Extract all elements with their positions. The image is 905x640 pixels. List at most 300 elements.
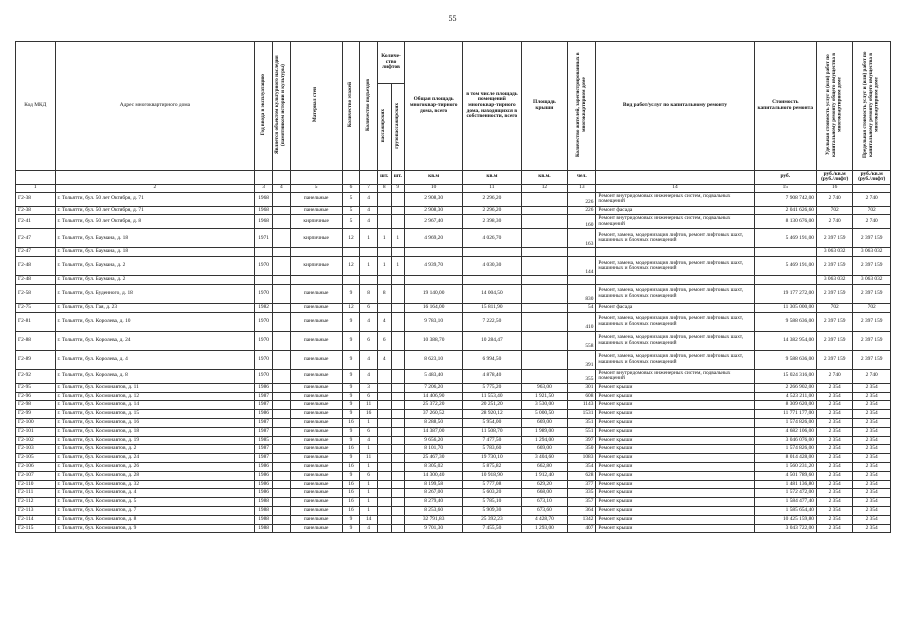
year-cell: 1988 <box>255 498 273 507</box>
area-total-cell: 9 656,20 <box>405 436 463 445</box>
code-cell: Г2-81 <box>16 312 56 331</box>
max-cost-cell: 2 740 <box>853 192 891 206</box>
area-total-cell: 14 406,90 <box>405 392 463 401</box>
material-cell: панельные <box>290 454 342 463</box>
roof-area-cell: 1 293,00 <box>521 524 568 533</box>
floors-cell: 16 <box>342 418 360 427</box>
material-cell: панельные <box>290 312 342 331</box>
code-cell: Г2-113 <box>16 506 56 515</box>
unit-cost-cell: 2 354 <box>816 515 852 524</box>
lifts-cargo-cell <box>391 454 405 463</box>
material-cell <box>290 276 342 285</box>
roof-area-cell: 668,00 <box>521 489 568 498</box>
floors-cell: 9 <box>342 383 360 392</box>
entrances-cell: 16 <box>360 410 378 419</box>
table-row <box>16 331 891 350</box>
entrances-cell: 4 <box>360 312 378 331</box>
table-row <box>16 215 891 229</box>
table-row <box>16 248 891 257</box>
area-total-cell: 4 969,20 <box>405 229 463 248</box>
unit-cost-cell: 2 354 <box>816 418 852 427</box>
address-cell: г. Тольятти, бул. Космонавтов, д. 8 <box>55 515 255 524</box>
heritage-cell <box>272 401 290 410</box>
hdr-heritage: Является объектом культурного наследия (памятником истории и культуры) <box>274 55 287 154</box>
area-total-cell: 9 783,10 <box>405 312 463 331</box>
heritage-cell <box>272 303 290 312</box>
lifts-cargo-cell <box>391 248 405 257</box>
address-cell: г. Тольятти, бул. Космонавтов, д. 2 <box>55 445 255 454</box>
hdr-material: Материал стен <box>312 86 319 123</box>
lifts-pass-cell <box>377 436 391 445</box>
table-row <box>16 276 891 285</box>
area-owned-cell: 4 030,30 <box>463 257 521 276</box>
cost-cell: 1 481 136,80 <box>754 480 816 489</box>
unit-cost-cell: 2 354 <box>816 462 852 471</box>
work-type-cell: Ремонт, замена, модернизация лифтов, ремонт лифтовых шахт, машинных и блочных помещений <box>596 312 754 331</box>
material-cell: панельные <box>290 401 342 410</box>
year-cell: 1987 <box>255 401 273 410</box>
work-type-cell: Ремонт, замена, модернизация лифтов, ремонт лифтовых шахт, машинных и блочных помещений <box>596 331 754 350</box>
table-row <box>16 284 891 303</box>
table-row <box>16 418 891 427</box>
entrances-cell: 6 <box>360 392 378 401</box>
area-total-cell: 25 467,30 <box>405 454 463 463</box>
work-type-cell: Ремонт фасада <box>596 303 754 312</box>
residents-cell <box>568 276 596 285</box>
floors-cell: 9 <box>342 515 360 524</box>
heritage-cell <box>272 206 290 215</box>
area-owned-cell: 2 296,20 <box>463 206 521 215</box>
lifts-cargo-cell <box>391 284 405 303</box>
area-total-cell: 7 206,20 <box>405 383 463 392</box>
lifts-pass-cell <box>377 383 391 392</box>
area-total-cell: 2 908,30 <box>405 206 463 215</box>
code-cell: Г2-48 <box>16 276 56 285</box>
code-cell: Г2-38 <box>16 192 56 206</box>
floors-cell: 5 <box>342 192 360 206</box>
roof-area-cell <box>521 257 568 276</box>
work-type-cell: Ремонт крыши <box>596 436 754 445</box>
code-cell: Г2-47 <box>16 229 56 248</box>
heritage-cell <box>272 427 290 436</box>
lifts-pass-cell <box>377 489 391 498</box>
material-cell: кирпичные <box>290 215 342 229</box>
address-cell: г. Тольятти, бул. Космонавтов, д. 28 <box>55 471 255 480</box>
roof-area-cell: 4 428,70 <box>521 515 568 524</box>
year-cell: 1988 <box>255 515 273 524</box>
address-cell: г. Тольятти, бул. Космонавтов, д. 11 <box>55 383 255 392</box>
floors-cell: 9 <box>342 284 360 303</box>
cost-cell: 4 501 789,60 <box>754 471 816 480</box>
col-number: 5 <box>290 184 342 192</box>
area-total-cell: 32 791,83 <box>405 515 463 524</box>
residents-cell: 226 <box>568 206 596 215</box>
unit-pass: шт. <box>377 170 391 184</box>
entrances-cell: 1 <box>360 498 378 507</box>
year-cell: 1987 <box>255 445 273 454</box>
code-cell: Г2-75 <box>16 303 56 312</box>
area-owned-cell: 25 392,23 <box>463 515 521 524</box>
entrances-cell: 1 <box>360 229 378 248</box>
lifts-cargo-cell <box>391 369 405 383</box>
unit-cost-cell: 2 397 159 <box>816 229 852 248</box>
floors-cell: 9 <box>342 454 360 463</box>
lifts-pass-cell <box>377 392 391 401</box>
area-owned-cell: 2 296,20 <box>463 192 521 206</box>
max-cost-cell: 2 397 159 <box>853 229 891 248</box>
max-cost-cell: 2 354 <box>853 489 891 498</box>
work-type-cell: Ремонт крыши <box>596 401 754 410</box>
address-cell: г. Тольятти, бул. Баумана, д. 18 <box>55 248 255 257</box>
roof-area-cell: 1 294,00 <box>521 436 568 445</box>
area-owned-cell: 2 398,30 <box>463 215 521 229</box>
floors-cell: 16 <box>342 445 360 454</box>
lifts-pass-cell <box>377 515 391 524</box>
material-cell: панельные <box>290 418 342 427</box>
lifts-cargo-cell <box>391 480 405 489</box>
lifts-pass-cell <box>377 248 391 257</box>
address-cell: г. Тольятти, бул. Баумана, д. 18 <box>55 229 255 248</box>
year-cell: 1986 <box>255 410 273 419</box>
table-row <box>16 506 891 515</box>
area-owned-cell: 5 783,60 <box>463 445 521 454</box>
code-cell: Г2-89 <box>16 350 56 369</box>
area-total-cell: 8 101,70 <box>405 445 463 454</box>
lifts-cargo-cell <box>391 215 405 229</box>
material-cell: панельные <box>290 369 342 383</box>
area-total-cell: 8 267,00 <box>405 489 463 498</box>
lifts-pass-cell <box>377 418 391 427</box>
work-type-cell: Ремонт крыши <box>596 392 754 401</box>
entrances-cell: 1 <box>360 418 378 427</box>
area-total-cell: 25 372,20 <box>405 401 463 410</box>
code-cell: Г2-102 <box>16 436 56 445</box>
work-type-cell: Ремонт крыши <box>596 480 754 489</box>
hdr-unit-cost: Удельная стоимость услуг и (или) работ по капитальному ремонту общего имущества в многоквартирном доме <box>824 52 843 157</box>
year-cell: 1987 <box>255 392 273 401</box>
entrances-cell: 1 <box>360 462 378 471</box>
code-cell: Г2-98 <box>16 401 56 410</box>
table-row <box>16 436 891 445</box>
max-cost-cell: 702 <box>853 206 891 215</box>
table-row <box>16 498 891 507</box>
roof-area-cell <box>521 276 568 285</box>
heritage-cell <box>272 229 290 248</box>
heritage-cell <box>272 515 290 524</box>
hdr-cost: Стоимость капитального ремонта <box>754 42 816 171</box>
roof-area-cell <box>521 350 568 369</box>
address-cell: г. Тольятти, бул. Баумана, д. 2 <box>55 276 255 285</box>
roof-area-cell: 1 989,00 <box>521 427 568 436</box>
unit-cost-cell: 2 354 <box>816 436 852 445</box>
cost-cell <box>754 276 816 285</box>
cost-cell: 19 177 272,00 <box>754 284 816 303</box>
address-cell: г. Тольятти, бул. Королева, д. 8 <box>55 369 255 383</box>
cost-cell: 1 574 826,00 <box>754 445 816 454</box>
work-type-cell: Ремонт крыши <box>596 515 754 524</box>
material-cell: панельные <box>290 480 342 489</box>
heritage-cell <box>272 331 290 350</box>
col-number: 11 <box>463 184 521 192</box>
floors-cell: 16 <box>342 506 360 515</box>
hdr-max-cost: Предельная стоимость услуг и (или) работ по капитальному ремонту общего имущества в многоквартирном доме <box>861 51 880 158</box>
floors-cell <box>342 276 360 285</box>
unit-cost-cell: 2 354 <box>816 401 852 410</box>
address-cell: г. Тольятти, бул. Космонавтов, д. 15 <box>55 410 255 419</box>
area-owned-cell: 5 777,08 <box>463 480 521 489</box>
roof-area-cell <box>521 303 568 312</box>
table-row <box>16 303 891 312</box>
material-cell: панельные <box>290 383 342 392</box>
area-total-cell <box>405 276 463 285</box>
lifts-pass-cell: 4 <box>377 350 391 369</box>
unit-cost-cell: 2 740 <box>816 369 852 383</box>
hdr-area-total: Общая площадь многоквар-тирного дома, всего <box>405 42 463 171</box>
address-cell: г. Тольятти, бул. 50 лет Октября, д. 71 <box>55 192 255 206</box>
work-type-cell: Ремонт внутридомовых инженерных систем, подвальных помещений <box>596 215 754 229</box>
work-type-cell: Ремонт фасада <box>596 206 754 215</box>
entrances-cell: 4 <box>360 369 378 383</box>
table-row <box>16 454 891 463</box>
floors-cell: 12 <box>342 303 360 312</box>
area-owned-cell: 5 603,20 <box>463 489 521 498</box>
max-cost-cell: 2 354 <box>853 392 891 401</box>
heritage-cell <box>272 471 290 480</box>
area-total-cell: 14 300,40 <box>405 471 463 480</box>
code-cell: Г2-101 <box>16 427 56 436</box>
floors-cell: 9 <box>342 401 360 410</box>
code-cell: Г2-47 <box>16 248 56 257</box>
roof-area-cell <box>521 248 568 257</box>
hdr-entrances: Количество подъездов <box>364 78 371 131</box>
area-total-cell: 8 199,58 <box>405 480 463 489</box>
material-cell: панельные <box>290 471 342 480</box>
lifts-pass-cell <box>377 427 391 436</box>
material-cell: панельные <box>290 445 342 454</box>
max-cost-cell: 2 740 <box>853 369 891 383</box>
residents-cell: 144 <box>568 257 596 276</box>
cost-cell: 14 382 954,00 <box>754 331 816 350</box>
residents-cell: 407 <box>568 524 596 533</box>
roof-area-cell <box>521 312 568 331</box>
area-owned-cell: 15 811,90 <box>463 303 521 312</box>
col-number: 8 <box>377 184 391 192</box>
work-type-cell: Ремонт крыши <box>596 498 754 507</box>
max-cost-cell: 702 <box>853 303 891 312</box>
address-cell: г. Тольятти, бул. Космонавтов, д. 26 <box>55 462 255 471</box>
unit-cost-cell: 2 354 <box>816 454 852 463</box>
lifts-cargo-cell <box>391 445 405 454</box>
max-cost-cell: 2 354 <box>853 410 891 419</box>
floors-cell: 5 <box>342 215 360 229</box>
address-cell: г. Тольятти, бул. Космонавтов, д. 19 <box>55 436 255 445</box>
residents-cell: 357 <box>568 498 596 507</box>
table-row <box>16 192 891 206</box>
roof-area-cell: 669,00 <box>521 418 568 427</box>
area-total-cell: 5 483,40 <box>405 369 463 383</box>
unit-max-cost: руб./кв.м (руб./лифт) <box>853 170 891 184</box>
cost-cell: 9 588 636,00 <box>754 350 816 369</box>
lifts-cargo-cell <box>391 303 405 312</box>
col-numbers-row <box>16 184 891 192</box>
cost-cell: 8 309 620,00 <box>754 401 816 410</box>
roof-area-cell: 673,10 <box>521 498 568 507</box>
floors-cell: 16 <box>342 462 360 471</box>
area-owned-cell: 14 004,50 <box>463 284 521 303</box>
max-cost-cell: 2 397 159 <box>853 257 891 276</box>
table-row <box>16 427 891 436</box>
material-cell: панельные <box>290 284 342 303</box>
area-total-cell: 8 288,50 <box>405 418 463 427</box>
work-type-cell: Ремонт крыши <box>596 454 754 463</box>
area-owned-cell <box>463 276 521 285</box>
max-cost-cell: 2 354 <box>853 498 891 507</box>
work-type-cell: Ремонт внутридомовых инженерных систем, подвальных помещений <box>596 192 754 206</box>
hdr-lifts-cargo: грузопассажирских <box>393 102 400 149</box>
entrances-cell: 4 <box>360 206 378 215</box>
code-cell: Г2-58 <box>16 284 56 303</box>
heritage-cell <box>272 454 290 463</box>
heritage-cell <box>272 462 290 471</box>
material-cell: панельные <box>290 303 342 312</box>
area-owned-cell: 20 251,20 <box>463 401 521 410</box>
residents-cell: 830 <box>568 284 596 303</box>
roof-area-cell <box>521 331 568 350</box>
residents-cell: 551 <box>568 427 596 436</box>
cost-cell: 1 572 472,00 <box>754 489 816 498</box>
work-type-cell: Ремонт крыши <box>596 410 754 419</box>
residents-cell: 410 <box>568 312 596 331</box>
lifts-pass-cell: 4 <box>377 312 391 331</box>
lifts-cargo-cell <box>391 471 405 480</box>
lifts-pass-cell <box>377 276 391 285</box>
code-cell: Г2-99 <box>16 410 56 419</box>
col-number: 16 <box>816 184 852 192</box>
area-total-cell: 2 908,30 <box>405 192 463 206</box>
address-cell: г. Тольятти, бул. Буденного, д. 18 <box>55 284 255 303</box>
floors-cell: 12 <box>342 257 360 276</box>
entrances-cell: 1 <box>360 489 378 498</box>
year-cell: 1970 <box>255 312 273 331</box>
cost-cell: 1 585 654,40 <box>754 506 816 515</box>
roof-area-cell: 1 912,40 <box>521 471 568 480</box>
residents-cell: 1083 <box>568 454 596 463</box>
entrances-cell: 11 <box>360 454 378 463</box>
col-number: 3 <box>255 184 273 192</box>
code-cell: Г2-106 <box>16 462 56 471</box>
cost-cell <box>754 248 816 257</box>
address-cell: г. Тольятти, бул. Космонавтов, д. 5 <box>55 498 255 507</box>
max-cost-cell: 2 354 <box>853 454 891 463</box>
col-number: 6 <box>342 184 360 192</box>
table-row <box>16 350 891 369</box>
col-number: 7 <box>360 184 378 192</box>
heritage-cell <box>272 489 290 498</box>
floors-cell: 9 <box>342 369 360 383</box>
lifts-pass-cell <box>377 369 391 383</box>
material-cell: панельные <box>290 489 342 498</box>
entrances-cell: 4 <box>360 192 378 206</box>
heritage-cell <box>272 392 290 401</box>
work-type-cell: Ремонт крыши <box>596 489 754 498</box>
heritage-cell <box>272 436 290 445</box>
cost-cell: 2 041 626,60 <box>754 206 816 215</box>
year-cell: 1982 <box>255 303 273 312</box>
heritage-cell <box>272 410 290 419</box>
table-row <box>16 383 891 392</box>
max-cost-cell: 2 740 <box>853 215 891 229</box>
max-cost-cell: 2 354 <box>853 524 891 533</box>
heritage-cell <box>272 524 290 533</box>
material-cell: панельные <box>290 410 342 419</box>
lifts-pass-cell <box>377 206 391 215</box>
lifts-pass-cell <box>377 303 391 312</box>
heritage-cell <box>272 257 290 276</box>
address-cell: г. Тольятти, бул. Космонавтов, д. 16 <box>55 418 255 427</box>
unit-cost-cell: 702 <box>816 303 852 312</box>
code-cell: Г2-111 <box>16 489 56 498</box>
area-owned-cell: 5 909,30 <box>463 506 521 515</box>
address-cell: г. Тольятти, бул. Космонавтов, д. 12 <box>55 392 255 401</box>
unit-cost-cell: 2 397 159 <box>816 350 852 369</box>
heritage-cell <box>272 480 290 489</box>
unit-residents: чел. <box>568 170 596 184</box>
lifts-cargo-cell <box>391 312 405 331</box>
address-cell: г. Тольятти, бул. Королева, д. 24 <box>55 331 255 350</box>
unit-cost-cell: 3 063 032 <box>816 276 852 285</box>
lifts-cargo-cell <box>391 427 405 436</box>
area-owned-cell: 5 775,20 <box>463 383 521 392</box>
entrances-cell: 4 <box>360 524 378 533</box>
roof-area-cell <box>521 229 568 248</box>
residents-cell: 391 <box>568 350 596 369</box>
roof-area-cell: 5 000,50 <box>521 410 568 419</box>
address-cell: г. Тольятти, бул. Космонавтов, д. 9 <box>55 524 255 533</box>
residents-cell: 335 <box>568 489 596 498</box>
table-row <box>16 480 891 489</box>
residents-cell: 160 <box>568 215 596 229</box>
unit-cost-cell: 2 354 <box>816 524 852 533</box>
area-owned-cell: 11 553,40 <box>463 392 521 401</box>
lifts-cargo-cell <box>391 489 405 498</box>
area-owned-cell: 6 994,50 <box>463 350 521 369</box>
heritage-cell <box>272 248 290 257</box>
roof-area-cell: 3 404,60 <box>521 454 568 463</box>
unit-cost-cell: 2 354 <box>816 383 852 392</box>
area-total-cell: 2 967,40 <box>405 215 463 229</box>
residents-cell: 350 <box>568 445 596 454</box>
material-cell: кирпичные <box>290 229 342 248</box>
lifts-cargo-cell: 1 <box>391 229 405 248</box>
unit-cost-cell: 2 397 159 <box>816 257 852 276</box>
floors-cell: 16 <box>342 489 360 498</box>
cost-cell: 4 523 211,00 <box>754 392 816 401</box>
work-type-cell: Ремонт крыши <box>596 471 754 480</box>
col-number: 14 <box>596 184 754 192</box>
heritage-cell <box>272 498 290 507</box>
year-cell: 1968 <box>255 215 273 229</box>
roof-area-cell: 669,00 <box>521 445 568 454</box>
unit-cost-cell: 2 354 <box>816 489 852 498</box>
area-owned-cell: 19 730,10 <box>463 454 521 463</box>
lifts-pass-cell <box>377 410 391 419</box>
max-cost-cell: 2 354 <box>853 515 891 524</box>
table-row <box>16 401 891 410</box>
residents-cell: 163 <box>568 229 596 248</box>
area-total-cell: 8 623,10 <box>405 350 463 369</box>
area-owned-cell: 7 477,50 <box>463 436 521 445</box>
lifts-cargo-cell <box>391 350 405 369</box>
